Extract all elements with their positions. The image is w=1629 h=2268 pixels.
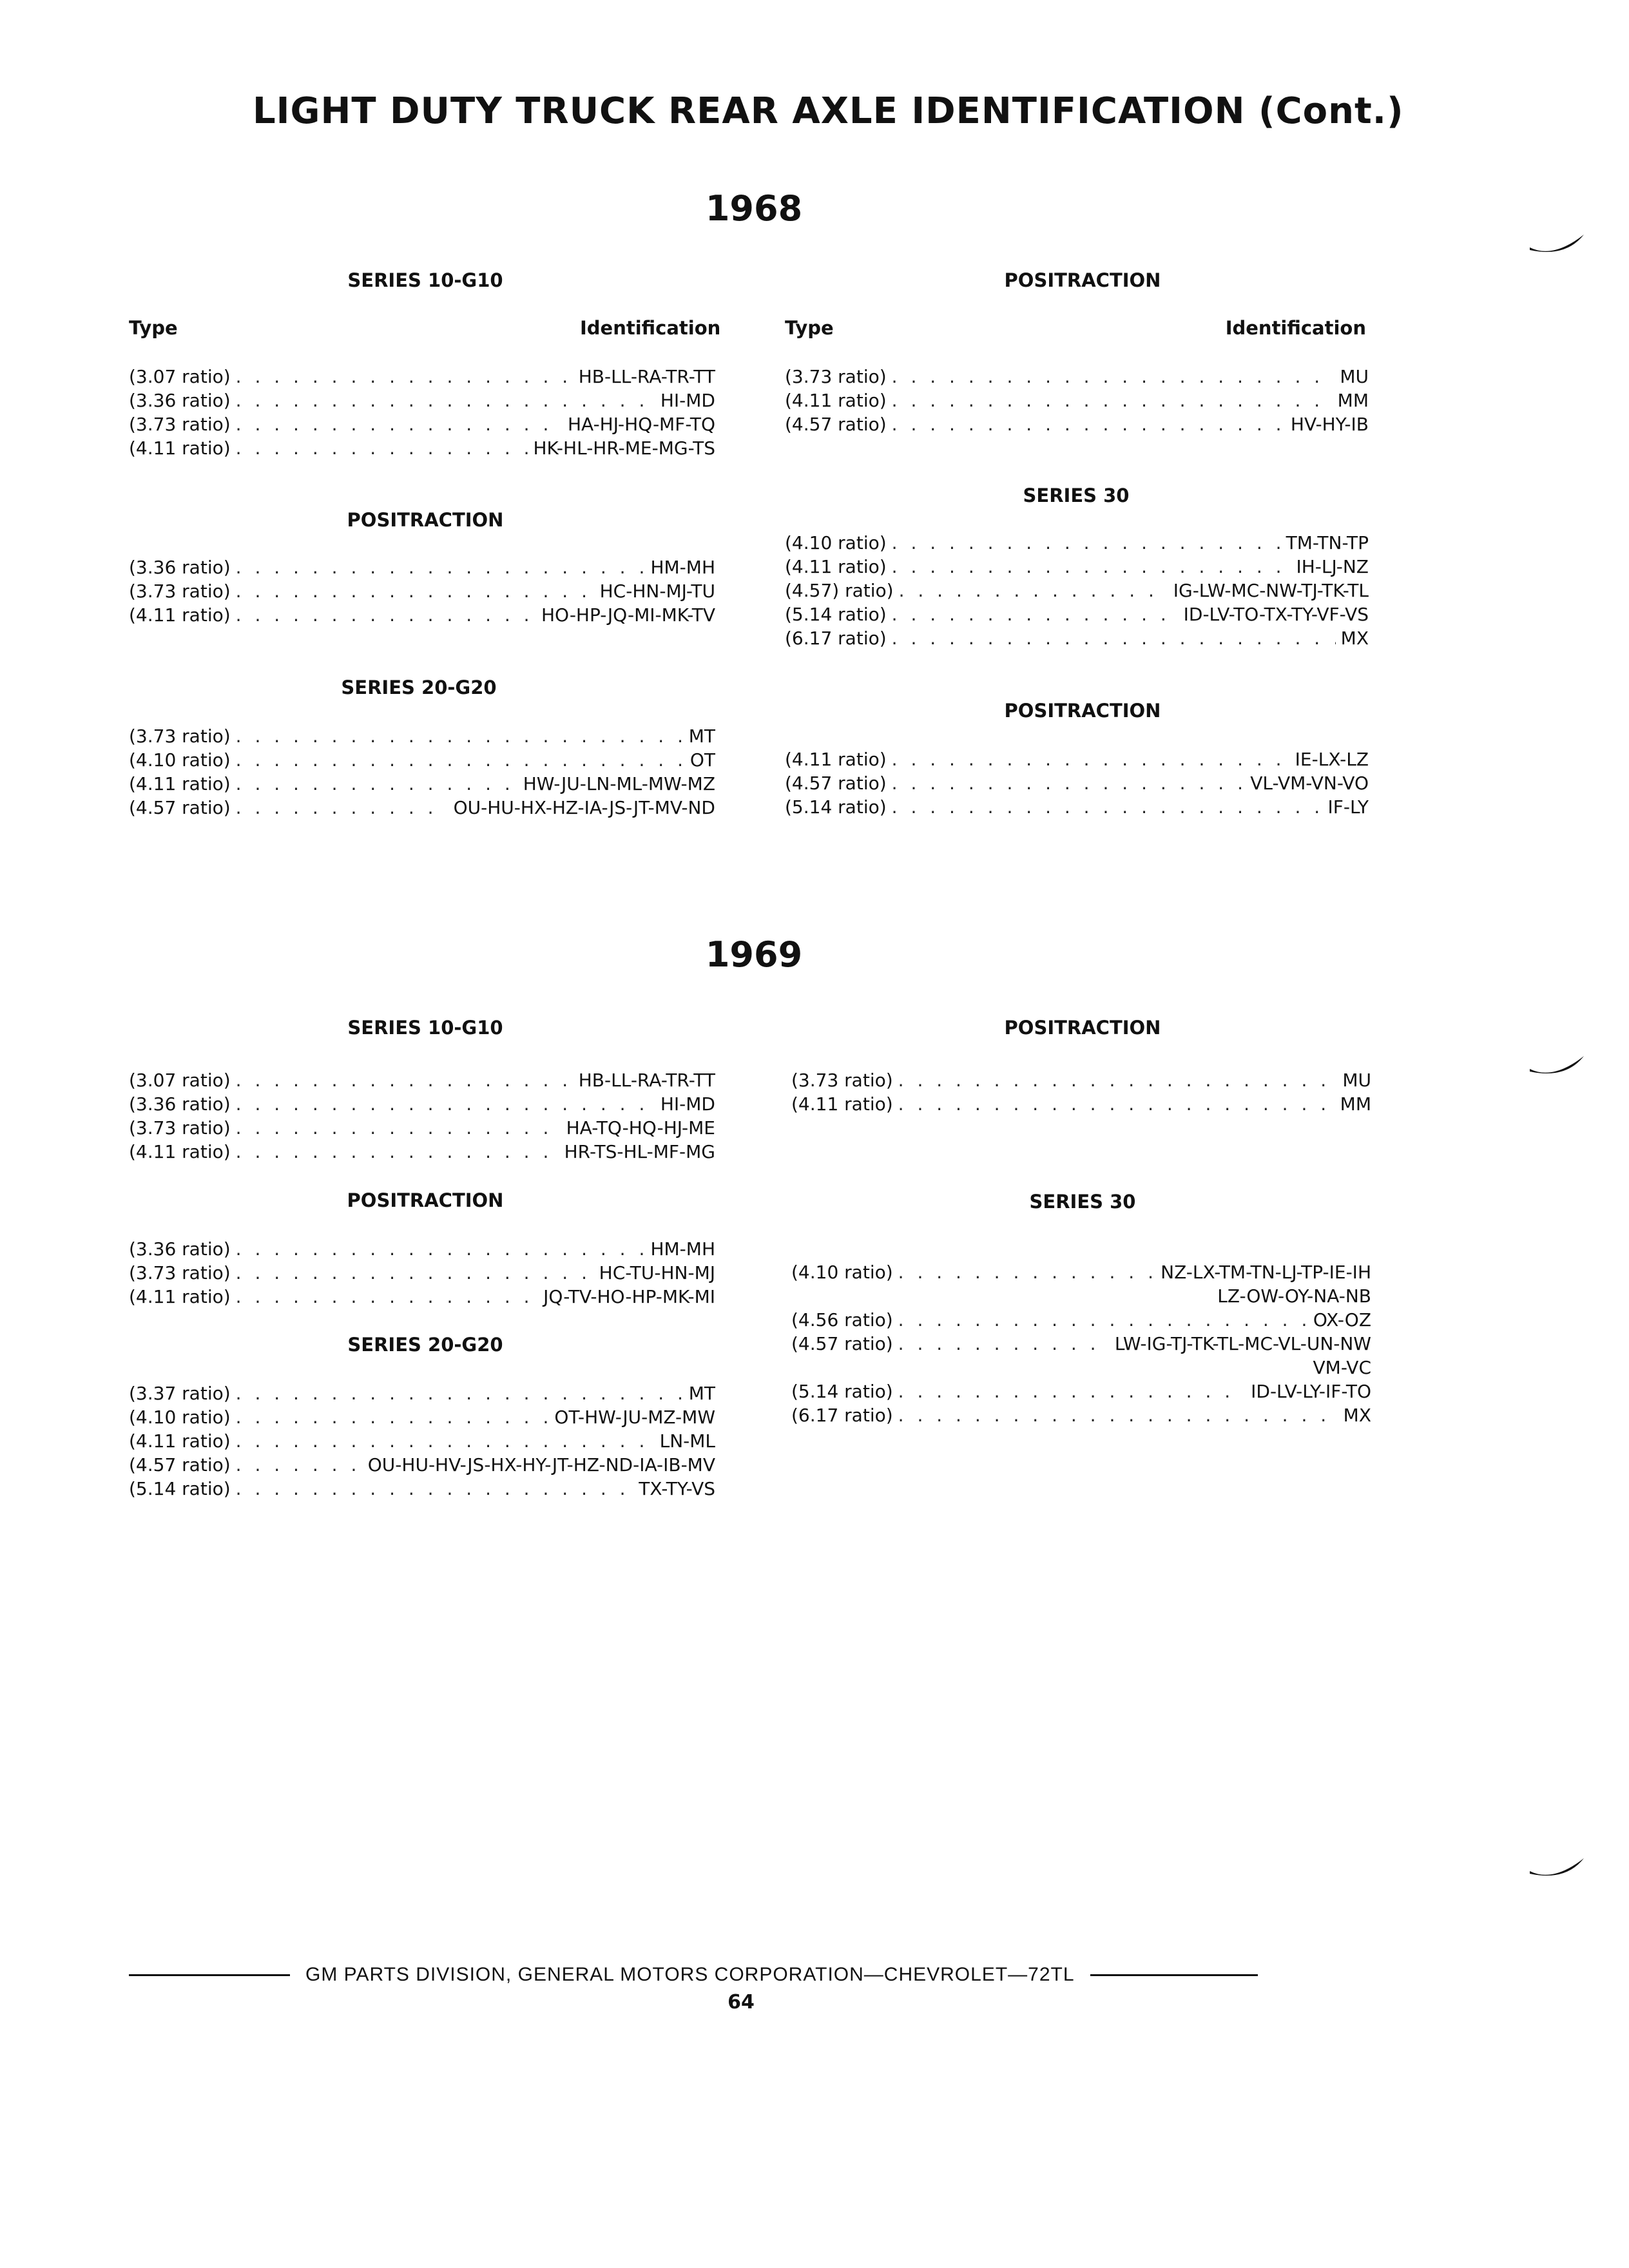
ratio-type: (3.73 ratio): [129, 581, 231, 602]
ratio-type: (4.57 ratio): [791, 1333, 893, 1354]
ratio-row: [785, 626, 1369, 650]
ratio-type: (4.11 ratio): [785, 390, 887, 411]
binder-hole-mark-icon: [1527, 226, 1589, 264]
ratio-type: (3.07 ratio): [129, 1070, 231, 1091]
dot-leader: [898, 1068, 1338, 1092]
ratio-row: [129, 436, 715, 460]
dot-leader: [236, 365, 574, 389]
ratio-row: [129, 1477, 715, 1501]
axle-identification-code: ID-LV-LY-IF-TO: [1251, 1381, 1371, 1402]
section-heading-positraction-1969-left: POSITRACTION: [347, 1189, 504, 1211]
axle-identification-code: HI-MD: [660, 1093, 715, 1115]
dot-leader: [899, 579, 1168, 602]
ratio-type: (3.73 ratio): [791, 1070, 893, 1091]
axle-identification-code: LW-IG-TJ-TK-TL-MC-VL-UN-NW: [1114, 1333, 1371, 1354]
ratio-list-positraction-series-30-1968: [785, 747, 1369, 819]
axle-identification-code: OT: [689, 749, 715, 771]
dot-leader: [236, 412, 563, 436]
dot-leader: [892, 412, 1286, 436]
axle-identification-code: MM: [1337, 390, 1369, 411]
axle-identification-code: IH-LJ-NZ: [1296, 556, 1369, 577]
ratio-list-positraction-1969-left: [129, 1237, 715, 1309]
dot-leader: [898, 1332, 1110, 1356]
dot-leader: [898, 1308, 1308, 1332]
ratio-row: [791, 1332, 1371, 1356]
page-title: LIGHT DUTY TRUCK REAR AXLE IDENTIFICATION (Cont.): [253, 90, 1404, 132]
binder-hole-mark-icon: [1527, 1047, 1589, 1086]
dot-leader: [898, 1092, 1335, 1116]
ratio-row: [785, 579, 1369, 602]
column-header-type: Type: [129, 317, 178, 339]
axle-identification-code: IF-LY: [1327, 796, 1369, 818]
axle-identification-code: MX: [1340, 628, 1369, 649]
ratio-type: (5.14 ratio): [791, 1381, 893, 1402]
ratio-type: (5.14 ratio): [785, 796, 887, 818]
dot-leader: [236, 1092, 655, 1116]
section-heading-positraction-1968-right: POSITRACTION: [1004, 269, 1161, 291]
ratio-row: [129, 555, 715, 579]
dot-leader: [236, 1285, 539, 1309]
axle-identification-code: OU-HU-HV-JS-HX-HY-JT-HZ-ND-IA-IB-MV: [367, 1454, 715, 1475]
ratio-row: [129, 796, 715, 820]
axle-identification-code: HC-HN-MJ-TU: [599, 581, 715, 602]
axle-identification-code: HB-LL-RA-TR-TT: [578, 1070, 715, 1091]
section-heading-positraction-1968-left: POSITRACTION: [347, 509, 504, 531]
section-heading-series-10-g10-1968: SERIES 10-G10: [347, 269, 503, 291]
dot-leader: [236, 1453, 363, 1477]
ratio-type: (5.14 ratio): [785, 604, 887, 625]
footer-rule-right: [1090, 1974, 1258, 1976]
ratio-type: (4.57 ratio): [129, 1454, 231, 1475]
ratio-type: (3.36 ratio): [129, 557, 231, 578]
dot-leader: [236, 1381, 684, 1405]
ratio-list-series-20-g20-1968: [129, 724, 715, 820]
ratio-type: (4.10 ratio): [129, 1407, 231, 1428]
dot-leader: [892, 771, 1246, 795]
ratio-type: (3.73 ratio): [129, 1117, 231, 1139]
ratio-row: [129, 1237, 715, 1261]
ratio-list-series-20-g20-1969: [129, 1381, 715, 1501]
dot-leader: [898, 1379, 1246, 1403]
ratio-row: [791, 1308, 1371, 1332]
ratio-type: (3.36 ratio): [129, 1093, 231, 1115]
axle-identification-code: HI-MD: [660, 390, 715, 411]
ratio-type: (4.57 ratio): [785, 773, 887, 794]
footer-rule-left: [129, 1974, 290, 1976]
ratio-type: (4.11 ratio): [129, 1286, 231, 1307]
dot-leader: [236, 796, 448, 820]
ratio-row: [129, 579, 715, 603]
ratio-type: (4.11 ratio): [785, 749, 887, 770]
axle-identification-code: ID-LV-TO-TX-TY-VF-VS: [1183, 604, 1369, 625]
dot-leader: [236, 555, 646, 579]
ratio-type: (4.11 ratio): [785, 556, 887, 577]
ratio-row: [129, 772, 715, 796]
dot-leader: [236, 1429, 655, 1453]
ratio-type: (5.14 ratio): [129, 1478, 231, 1499]
ratio-row: [785, 531, 1369, 555]
dot-leader: [236, 724, 684, 748]
ratio-type: (4.57) ratio): [785, 580, 894, 601]
ratio-type: (3.73 ratio): [785, 366, 887, 387]
binder-hole-mark-icon: [1527, 1849, 1589, 1888]
ratio-row: [785, 365, 1369, 389]
ratio-row: [129, 1116, 715, 1140]
axle-identification-code: OT-HW-JU-MZ-MW: [554, 1407, 715, 1428]
column-header-type: Type: [785, 317, 834, 339]
ratio-row: [791, 1092, 1371, 1116]
axle-identification-code: HA-HJ-HQ-MF-TQ: [567, 414, 715, 435]
ratio-type: (3.37 ratio): [129, 1383, 231, 1404]
ratio-row: [129, 1261, 715, 1285]
ratio-type: (4.10 ratio): [129, 749, 231, 771]
axle-identification-code: HW-JU-LN-ML-MW-MZ: [523, 773, 715, 794]
axle-identification-code: TX-TY-VS: [639, 1478, 715, 1499]
dot-leader: [892, 795, 1323, 819]
dot-leader: [236, 1405, 550, 1429]
axle-identification-code: MT: [688, 1383, 715, 1404]
ratio-list-positraction-1968-left: [129, 555, 715, 627]
axle-identification-code: HM-MH: [650, 557, 715, 578]
axle-identification-code: MU: [1340, 366, 1369, 387]
ratio-type: (4.11 ratio): [129, 1141, 231, 1162]
dot-leader: [898, 1260, 1156, 1284]
page-number: 64: [728, 1991, 755, 2013]
ratio-type: (3.36 ratio): [129, 1238, 231, 1260]
ratio-list-series-30-1969: [791, 1260, 1371, 1427]
section-heading-series-30-1968: SERIES 30: [1023, 485, 1130, 506]
dot-leader: [236, 603, 536, 627]
section-heading-series-10-g10-1969: SERIES 10-G10: [347, 1017, 503, 1039]
ratio-type: (3.73 ratio): [129, 1262, 231, 1283]
footer-text: GM PARTS DIVISION, GENERAL MOTORS CORPORATION—CHEVROLET—72TL: [305, 1964, 1075, 1985]
axle-identification-code: MT: [688, 726, 715, 747]
section-heading-series-20-g20-1969: SERIES 20-G20: [347, 1334, 503, 1356]
ratio-row: [791, 1403, 1371, 1427]
axle-identification-code: TM-TN-TP: [1286, 532, 1369, 553]
axle-identification-code: HV-HY-IB: [1290, 414, 1369, 435]
dot-leader: [236, 772, 518, 796]
section-heading-series-30-1969: SERIES 30: [1029, 1191, 1136, 1213]
dot-leader: [236, 1261, 594, 1285]
dot-leader: [236, 389, 655, 412]
ratio-row: [129, 1381, 715, 1405]
section-heading-positraction-1969-right: POSITRACTION: [1004, 1017, 1161, 1039]
ratio-row: [785, 412, 1369, 436]
ratio-row: [129, 389, 715, 412]
dot-leader: [236, 1068, 574, 1092]
axle-identification-code: JQ-TV-HO-HP-MK-MI: [543, 1286, 715, 1307]
dot-leader: [236, 1237, 646, 1261]
axle-identification-code: HA-TQ-HQ-HJ-ME: [566, 1117, 715, 1139]
year-heading-1969: 1969: [705, 934, 803, 975]
ratio-row: [791, 1260, 1371, 1284]
section-heading-positraction-series-30-1968: POSITRACTION: [1004, 700, 1161, 722]
axle-identification-code: IG-LW-MC-NW-TJ-TK-TL: [1173, 580, 1369, 601]
axle-identification-code: NZ-LX-TM-TN-LJ-TP-IE-IH: [1161, 1262, 1371, 1283]
ratio-row: [129, 1453, 715, 1477]
dot-leader: [898, 1403, 1338, 1427]
column-header-identification: Identification: [580, 317, 721, 339]
axle-identification-code: LN-ML: [659, 1430, 715, 1452]
ratio-type: (6.17 ratio): [791, 1405, 893, 1426]
year-heading-1968: 1968: [705, 188, 803, 229]
axle-identification-code: MM: [1340, 1093, 1371, 1115]
dot-leader: [892, 602, 1179, 626]
ratio-type: (4.56 ratio): [791, 1309, 893, 1331]
ratio-list-series-10-g10-1969: [129, 1068, 715, 1164]
axle-identification-code: HM-MH: [650, 1238, 715, 1260]
ratio-type: (4.57 ratio): [785, 414, 887, 435]
dot-leader: [236, 1116, 561, 1140]
ratio-list-series-10-g10-1968: [129, 365, 715, 460]
ratio-type: (4.10 ratio): [791, 1262, 893, 1283]
dot-leader: [236, 579, 595, 603]
dot-leader: [892, 531, 1281, 555]
axle-identification-code: IE-LX-LZ: [1295, 749, 1369, 770]
ratio-row: [785, 795, 1369, 819]
ratio-type: (3.73 ratio): [129, 414, 231, 435]
ratio-type: (3.73 ratio): [129, 726, 231, 747]
ratio-row: [129, 1285, 715, 1309]
axle-identification-code: OX-OZ: [1313, 1309, 1371, 1331]
ratio-type: (4.11 ratio): [129, 604, 231, 626]
axle-identification-code: HR-TS-HL-MF-MG: [564, 1141, 715, 1162]
ratio-row: [785, 389, 1369, 412]
ratio-row: [785, 771, 1369, 795]
section-heading-series-20-g20-1968: SERIES 20-G20: [341, 677, 497, 698]
ratio-row: [129, 1405, 715, 1429]
ratio-row: [129, 1092, 715, 1116]
ratio-type: (4.11 ratio): [791, 1093, 893, 1115]
axle-identification-code: HB-LL-RA-TR-TT: [578, 366, 715, 387]
axle-identification-code-continued: VM-VC: [1313, 1357, 1371, 1378]
ratio-type: (3.07 ratio): [129, 366, 231, 387]
axle-identification-code: MX: [1343, 1405, 1371, 1426]
page-footer: [129, 1959, 1366, 1991]
axle-identification-code: HO-HP-JQ-MI-MK-TV: [541, 604, 715, 626]
dot-leader: [236, 1477, 634, 1501]
dot-leader: [892, 365, 1335, 389]
ratio-row: [129, 412, 715, 436]
ratio-row: [129, 365, 715, 389]
ratio-row: [791, 1068, 1371, 1092]
axle-identification-code: MU: [1342, 1070, 1371, 1091]
ratio-row: [785, 747, 1369, 771]
axle-identification-code-continued: LZ-OW-OY-NA-NB: [1217, 1285, 1371, 1307]
ratio-list-positraction-1968-right: [785, 365, 1369, 436]
ratio-row: [791, 1379, 1371, 1403]
ratio-row: [129, 1429, 715, 1453]
ratio-type: (4.57 ratio): [129, 797, 231, 818]
axle-identification-code: OU-HU-HX-HZ-IA-JS-JT-MV-ND: [453, 797, 715, 818]
ratio-type: (4.11 ratio): [129, 773, 231, 794]
ratio-row: [785, 555, 1369, 579]
dot-leader: [892, 747, 1290, 771]
axle-identification-code: HK-HL-HR-ME-MG-TS: [533, 437, 715, 459]
axle-identification-code: VL-VM-VN-VO: [1250, 773, 1369, 794]
dot-leader: [892, 626, 1336, 650]
ratio-row: [129, 603, 715, 627]
ratio-row: [129, 724, 715, 748]
ratio-type: (4.11 ratio): [129, 437, 231, 459]
column-header-identification: Identification: [1225, 317, 1366, 339]
dot-leader: [236, 436, 528, 460]
ratio-type: (4.10 ratio): [785, 532, 887, 553]
ratio-type: (4.11 ratio): [129, 1430, 231, 1452]
ratio-row: [129, 1068, 715, 1092]
ratio-type: (6.17 ratio): [785, 628, 887, 649]
axle-identification-code: HC-TU-HN-MJ: [599, 1262, 715, 1283]
dot-leader: [236, 748, 685, 772]
ratio-row: [785, 602, 1369, 626]
dot-leader: [892, 555, 1291, 579]
ratio-list-series-30-1968: [785, 531, 1369, 650]
ratio-row: [129, 748, 715, 772]
dot-leader: [892, 389, 1333, 412]
ratio-type: (3.36 ratio): [129, 390, 231, 411]
ratio-list-positraction-1969-right: [791, 1068, 1371, 1116]
ratio-row: [129, 1140, 715, 1164]
dot-leader: [236, 1140, 559, 1164]
